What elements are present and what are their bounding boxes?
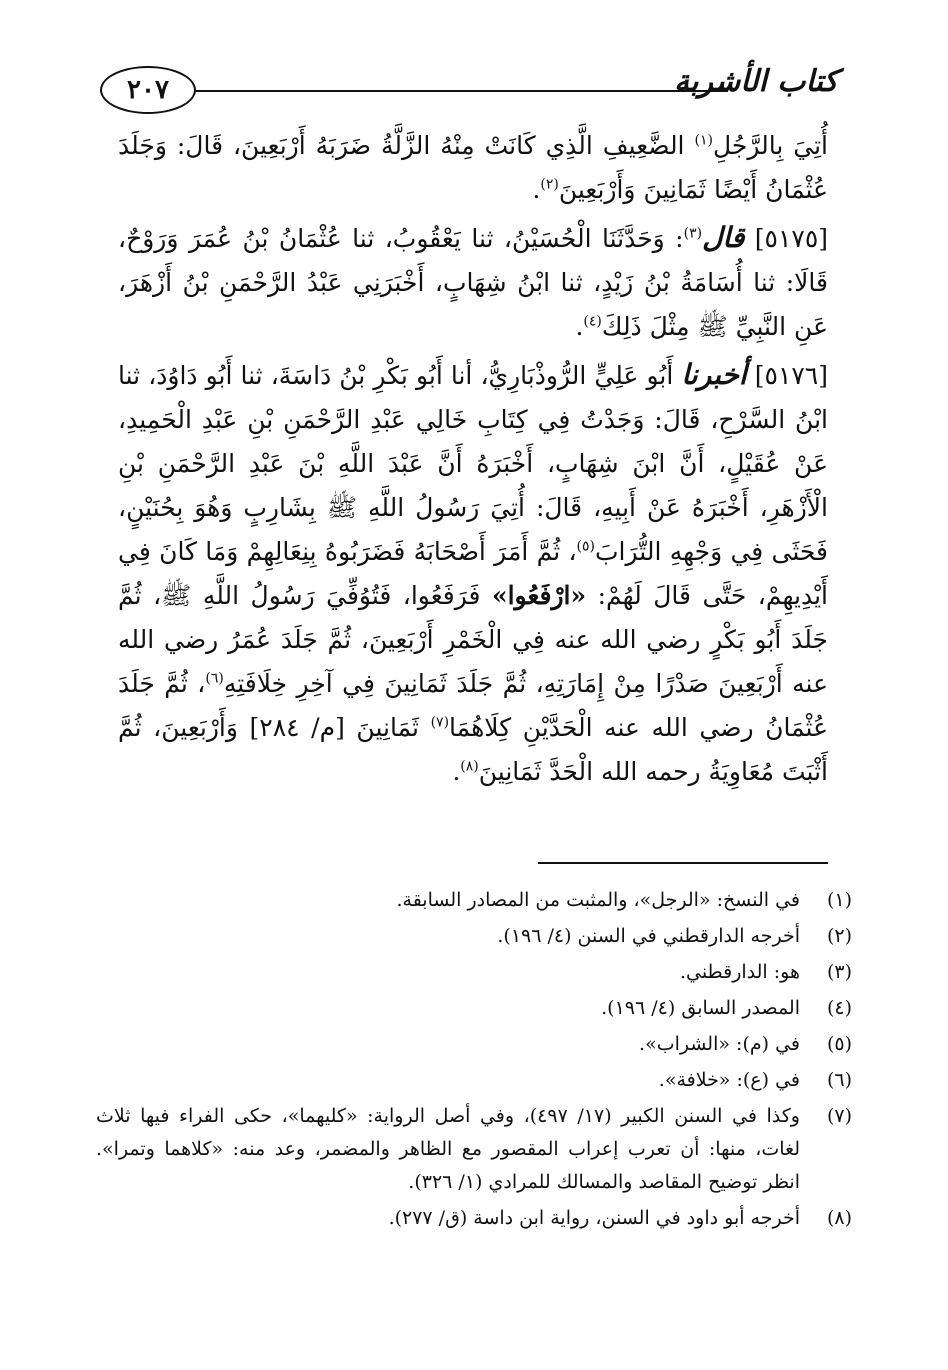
header-rule bbox=[195, 90, 728, 92]
footnote-item bbox=[96, 920, 852, 953]
page-header bbox=[100, 60, 838, 120]
footnote-ref: (٧) bbox=[430, 714, 450, 731]
footnote-item bbox=[96, 1028, 852, 1061]
page-number-badge: ٢٠٧ bbox=[100, 66, 196, 114]
footnote-number: (٤) bbox=[826, 997, 852, 1019]
chapter-title: كتاب الأشربة bbox=[674, 64, 838, 99]
footnote-ref: (٤) bbox=[583, 313, 602, 330]
footnote-item bbox=[96, 956, 852, 989]
footnote-number: (٢) bbox=[826, 925, 852, 947]
footnote-number: (٣) bbox=[826, 961, 852, 983]
footnote-text: في (م): «الشراب». bbox=[639, 1033, 800, 1055]
footnote-item bbox=[96, 1064, 852, 1097]
footnote-item bbox=[96, 884, 852, 917]
quoted-command: «ارْفَعُوا» bbox=[491, 581, 587, 610]
footnote-ref: (٣) bbox=[683, 225, 703, 242]
hadith-5175: [٥١٧٥] قال$^{(٣)}$: وَحَدَّثَنَا الْحُسَيْنُ، ثنا يَعْقُوبُ، ثنا عُثْمَانُ بْنُ عُمَرَ وَرَوْحٌ، قَالَا: ثنا أُسَامَةُ بْنُ زَيْدٍ، ثنا ابْنُ شِهَابٍ، أَخْبَرَنِي عَبْدُ الرَّحْمَنِ بْنُ أَزْهَرَ، عَنِ النَّبِيِّ ﷺ مِثْلَ ذَلِكَ$^{(٤)}$. bbox=[118, 221, 829, 341]
hadith-number: [٥١٧٦] bbox=[746, 361, 828, 390]
footnote-text: أخرجه الدارقطني في السنن (٤/ ١٩٦). bbox=[497, 925, 800, 947]
footnote-text: أخرجه أبو داود في السنن، رواية ابن داسة (ق/ ٢٧٧). bbox=[388, 1207, 800, 1229]
footnote-ref: (١) bbox=[694, 132, 713, 149]
footnote-item bbox=[96, 992, 852, 1025]
footnote-text: في النسخ: «الرجل»، والمثبت من المصادر السابقة. bbox=[396, 889, 800, 911]
narration-keyword: أخبرنا bbox=[681, 358, 747, 391]
hadith-5176: [٥١٧٦] أخبرنا أَبُو عَلِيٍّ الرُّوذْبَارِيُّ، أنا أَبُو بَكْرِ بْنُ دَاسَةَ، ثنا أَبُو دَاوُدَ، ثنا ابْنُ السَّرْحِ، قَالَ: وَجَدْتُ فِي كِتَابِ خَالِي عَبْدِ الرَّحْمَنِ بْنِ عَبْدِ الْحَمِيدِ، عَنْ عُقَيْلٍ، أَنَّ ابْنَ شِهَابٍ، أَخْبَرَهُ أَنَّ عَبْدَ اللَّهِ بْنَ عَبْدِ الرَّحْمَنِ بْنِ الْأَزْهَرِ، أَخْبَرَهُ عَنْ أَبِيهِ، قَالَ: أُتِيَ رَسُولُ اللَّهِ ﷺ بِشَارِبٍ وَهُوَ بِحُنَيْنٍ، فَحَثَى فِي وَجْهِهِ التُّرَابَ$^{(٥)}$، ثُمَّ أَمَرَ أَصْحَابَهُ فَضَرَبُوهُ بِنِعَالِهِمْ وَمَا كَانَ فِي أَيْدِيهِمْ، حَتَّى قَالَ لَهُمْ: «ارْفَعُوا» فَرَفَعُوا، فَتُوُفِّيَ رَسُولُ اللَّهِ ﷺ، ثُمَّ جَلَدَ أَبُو بَكْرٍ رضي الله عنه فِي الْخَمْرِ أَرْبَعِينَ، ثُمَّ جَلَدَ عُمَرُ رضي الله عنه أَرْبَعِينَ صَدْرًا مِنْ إِمَارَتِهِ، ثُمَّ جَلَدَ ثَمَانِينَ فِي آخِرِ خِلَافَتِهِ$^{(٦)}$، ثُمَّ جَلَدَ عُثْمَانُ رضي الله عنه الْحَدَّيْنِ كِلَاهُمَا$^{(٧)}$ ثَمَانِينَ [م/ ٢٨٤] وَأَرْبَعِينَ، ثُمَّ أَثْبَتَ مُعَاوِيَةُ رحمه الله الْحَدَّ ثَمَانِينَ$^{(٨)}$. bbox=[118, 358, 828, 786]
footnote-number: (٦) bbox=[826, 1069, 852, 1091]
footnote-number: (١) bbox=[826, 889, 852, 911]
footnote-number: (٨) bbox=[826, 1207, 852, 1229]
footnote-item bbox=[96, 1202, 852, 1235]
paragraph-continuation: أُتِيَ بِالرَّجُلِ$^{(١)}$ الضَّعِيفِ الَّذِي كَانَتْ مِنْهُ الزَّلَّةُ ضَرَبَهُ أَرْبَعِينَ، قَالَ: وَجَلَدَ عُثْمَانُ أَيْضًا ثَمَانِينَ وَأَرْبَعِينَ$^{(٢)}$. bbox=[118, 131, 829, 204]
footnote-ref: (٨) bbox=[460, 758, 479, 775]
footnote-ref: (٢) bbox=[540, 176, 559, 193]
footnote-text: في (ع): «خلافة». bbox=[658, 1069, 800, 1091]
footnote-text: المصدر السابق (٤/ ١٩٦). bbox=[601, 997, 800, 1019]
footnote-number: (٥) bbox=[826, 1033, 852, 1055]
footnotes bbox=[96, 884, 852, 1235]
footnote-item bbox=[96, 1100, 852, 1199]
main-text bbox=[118, 124, 828, 794]
footnote-ref: (٥) bbox=[576, 538, 596, 555]
footnote-number: (٧) bbox=[826, 1105, 852, 1127]
footnote-text: هو: الدارقطني. bbox=[679, 961, 800, 983]
manuscript-marker: [م/ ٢٨٤] bbox=[249, 713, 345, 742]
footnote-ref: (٦) bbox=[205, 670, 224, 687]
narration-keyword: قال bbox=[702, 221, 745, 254]
footnote-text: وكذا في السنن الكبير (١٧/ ٤٩٧)، وفي أصل الرواية: «كليهما»، حكى الفراء فيها ثلاث لغات، منها: أن تعرب إعراب المقصور مع الظاهر والمضمر، وعد منه: «كلاهما وتمرا». انظر توضيح المقاصد والمسالك للمرادي (١/ ٣٢٦). bbox=[96, 1105, 800, 1193]
footnote-divider bbox=[538, 862, 828, 864]
hadith-number: [٥١٧٥] bbox=[744, 224, 829, 253]
